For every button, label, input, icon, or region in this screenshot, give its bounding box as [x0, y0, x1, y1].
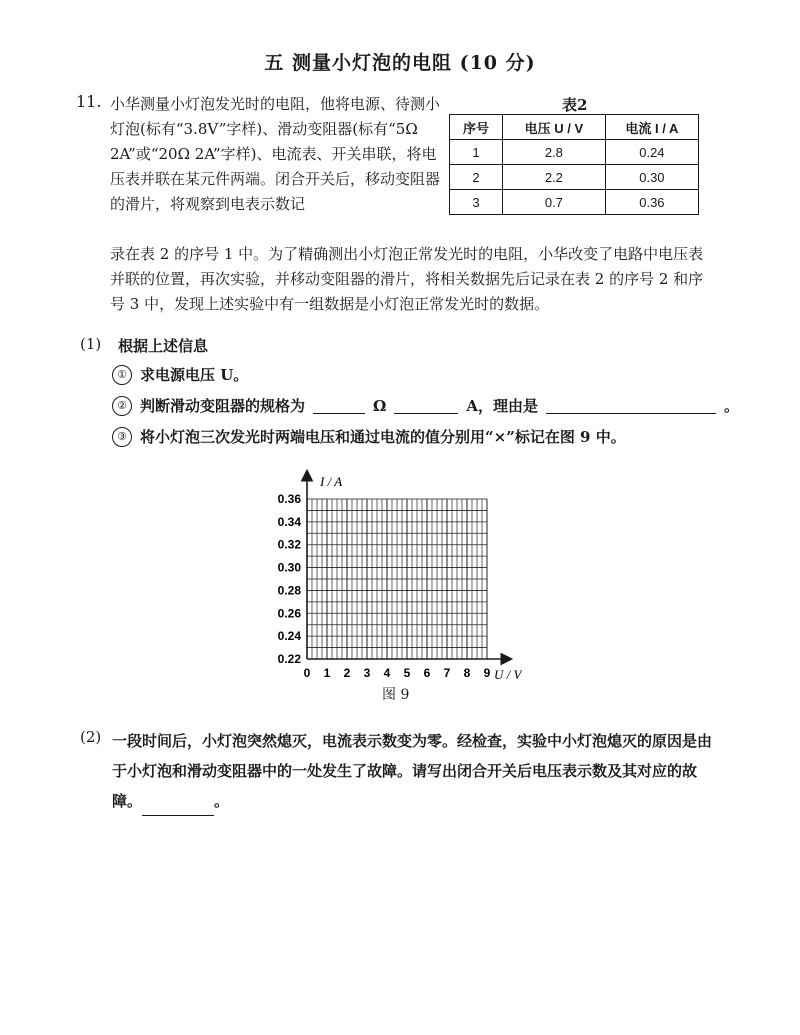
y-tick-label: 0.28 — [277, 583, 301, 598]
table-row — [450, 140, 699, 165]
y-axis-label: I / A — [320, 474, 343, 489]
part2-end: 。 — [214, 792, 230, 810]
x-tick-label: 0 — [303, 666, 311, 680]
table-cell: 2.2 — [503, 165, 606, 190]
chart-tick-labels — [278, 492, 491, 680]
data-table — [449, 114, 699, 215]
chart-grid — [307, 499, 487, 659]
part1-item-3 — [112, 426, 626, 447]
y-tick-label: 0.32 — [277, 537, 301, 552]
table-cell: 2 — [450, 165, 503, 190]
table-cell: 1 — [450, 140, 503, 165]
part1-item-1 — [112, 364, 248, 385]
table-caption: 表2 — [562, 96, 588, 114]
table-header: 电流 I / A — [605, 115, 698, 140]
item-text: 将小灯泡三次发光时两端电压和通过电流的值分别用“×”标记在图 9 中。 — [140, 428, 626, 446]
answer-blank-fault[interactable] — [142, 799, 214, 816]
x-tick-label: 5 — [403, 666, 411, 680]
part1-text: 根据上述信息 — [118, 337, 209, 355]
part2-text — [112, 726, 712, 816]
item-text: 判断滑动变阻器的规格为 — [140, 397, 306, 415]
item-mark: ① — [112, 365, 132, 385]
x-tick-label: 9 — [483, 666, 491, 680]
x-tick-label: 2 — [343, 666, 351, 680]
table-row — [450, 190, 699, 215]
y-tick-label: 0.30 — [277, 560, 301, 575]
part1-label: (1) — [80, 335, 102, 353]
y-tick-label: 0.34 — [277, 514, 301, 529]
question-intro-part1: 小华测量小灯泡发光时的电阻，他将电源、待测小灯泡(标有“3.8V”字样)、滑动变阻器(标有“5Ω 2A”或“20Ω 2A”字样)、电流表、开关串联，将电压表并联在某元件两端。闭合开关后，移动变阻器的滑片，将观察到电表示数记 — [110, 95, 441, 213]
table-cell: 0.7 — [503, 190, 606, 215]
x-tick-label: 1 — [323, 666, 331, 680]
x-tick-label: 8 — [463, 666, 471, 680]
x-tick-label: 6 — [423, 666, 431, 680]
table-header: 电压 U / V — [503, 115, 606, 140]
unit-ohm: Ω — [373, 396, 387, 415]
chart-axes — [307, 472, 510, 659]
question-number: 11. — [76, 92, 102, 111]
x-axis-label: U / V — [494, 667, 522, 682]
part2-question: 一段时间后，小灯泡突然熄灭，电流表示数变为零。经检查，实验中小灯泡熄灭的原因是由于小灯泡和滑动变阻器中的一处发生了故障。请写出闭合开关后电压表示数及其对应的故障。 — [112, 732, 713, 810]
table-cell: 3 — [450, 190, 503, 215]
y-tick-label: 0.24 — [277, 629, 301, 644]
y-tick-label: 0.22 — [277, 652, 301, 666]
table-row — [450, 165, 699, 190]
x-tick-label: 7 — [443, 666, 451, 680]
table-cell: 2.8 — [503, 140, 606, 165]
part2-label: (2) — [80, 728, 102, 746]
table-cell: 0.30 — [605, 165, 698, 190]
part1-item-2 — [112, 395, 739, 416]
table-header: 序号 — [450, 115, 503, 140]
x-tick-label: 3 — [363, 666, 371, 680]
table-header-row — [450, 115, 699, 140]
table-cell: 0.24 — [605, 140, 698, 165]
table-cell: 0.36 — [605, 190, 698, 215]
y-tick-label: 0.26 — [277, 606, 301, 621]
question-intro-part2: 录在表 2 的序号 1 中。为了精确测出小灯泡正常发光时的电阻，小华改变了电路中电压表并联的位置，再次实验，并移动变阻器的滑片，将相关数据先后记录在表 2 的序号 2 和序号 3 中，发现上述实验中有一组数据是小灯泡正常发光时的数据。 — [110, 245, 704, 313]
item-text: 求电源电压 U。 — [140, 366, 249, 384]
answer-blank-current[interactable] — [394, 397, 458, 414]
y-tick-label: 0.36 — [277, 492, 301, 506]
item-mark: ③ — [112, 427, 132, 447]
item-mark: ② — [112, 396, 132, 416]
figure-caption: 图 9 — [382, 687, 410, 703]
section-title: 五 测量小灯泡的电阻 (10 分) — [264, 52, 536, 74]
item-end: 。 — [724, 397, 740, 415]
figure-9-chart[interactable] — [262, 462, 522, 684]
x-tick-label: 4 — [383, 666, 391, 680]
unit-ampere-reason: A，理由是 — [466, 397, 539, 415]
answer-blank-resistance[interactable] — [313, 397, 365, 414]
answer-blank-reason[interactable] — [546, 397, 716, 414]
